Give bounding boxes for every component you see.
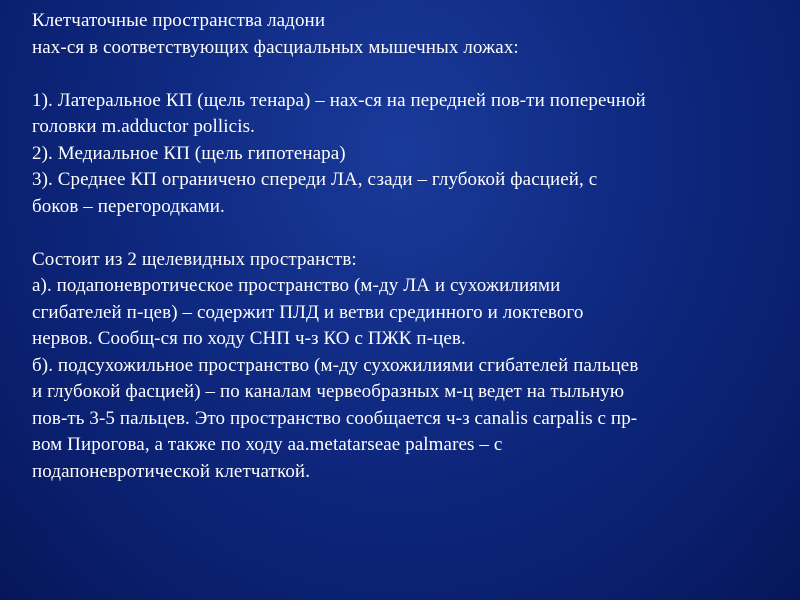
text-line: боков – перегородками. [32,195,225,217]
text-line: б). подсухожильное пространство (м-ду сухожилиями сгибателей пальцев [32,354,639,376]
spacer [32,220,792,247]
text-line: нервов. Сообщ-ся по ходу СНП ч-з КО с ПЖК п-цев. [32,328,466,349]
text-line: 1). Латеральное КП (щель тенара) – нах-ся на передней пов-ти поперечной [32,89,646,111]
text-line: и глубокой фасцией) – по каналам червеобразных м-ц ведет на тыльную [32,381,625,402]
text-line: сгибателей п-цев) – содержит ПЛД и ветви срединного и локтевого [32,301,584,323]
text-line: Состоит из 2 щелевидных пространств: [32,248,357,270]
spacer [32,61,792,88]
heading-line-2: нах-ся в соответствующих фасциальных мышечных ложах: [32,36,519,58]
text-line: головки m.adductor pollicis. [32,116,255,137]
text-line: 3). Среднее КП ограничено спереди ЛА, сзади – глубокой фасцией, с [32,169,598,190]
text-line: а). подапоневротическое пространство (м-ду ЛА и сухожилиями [32,275,561,296]
text-line: вом Пирогова, а также по ходу aa.metatarseae palmares – с [32,434,503,455]
slide-text [32,8,792,485]
text-line: пов-ть 3-5 пальцев. Это пространство сообщается ч-з canalis carpalis с пр- [32,407,638,429]
text-line: 2). Медиальное КП (щель гипотенара) [32,142,346,164]
heading-line-1: Клетчаточные пространства ладони [32,10,326,31]
text-line: подапоневротической клетчаткой. [32,460,311,482]
